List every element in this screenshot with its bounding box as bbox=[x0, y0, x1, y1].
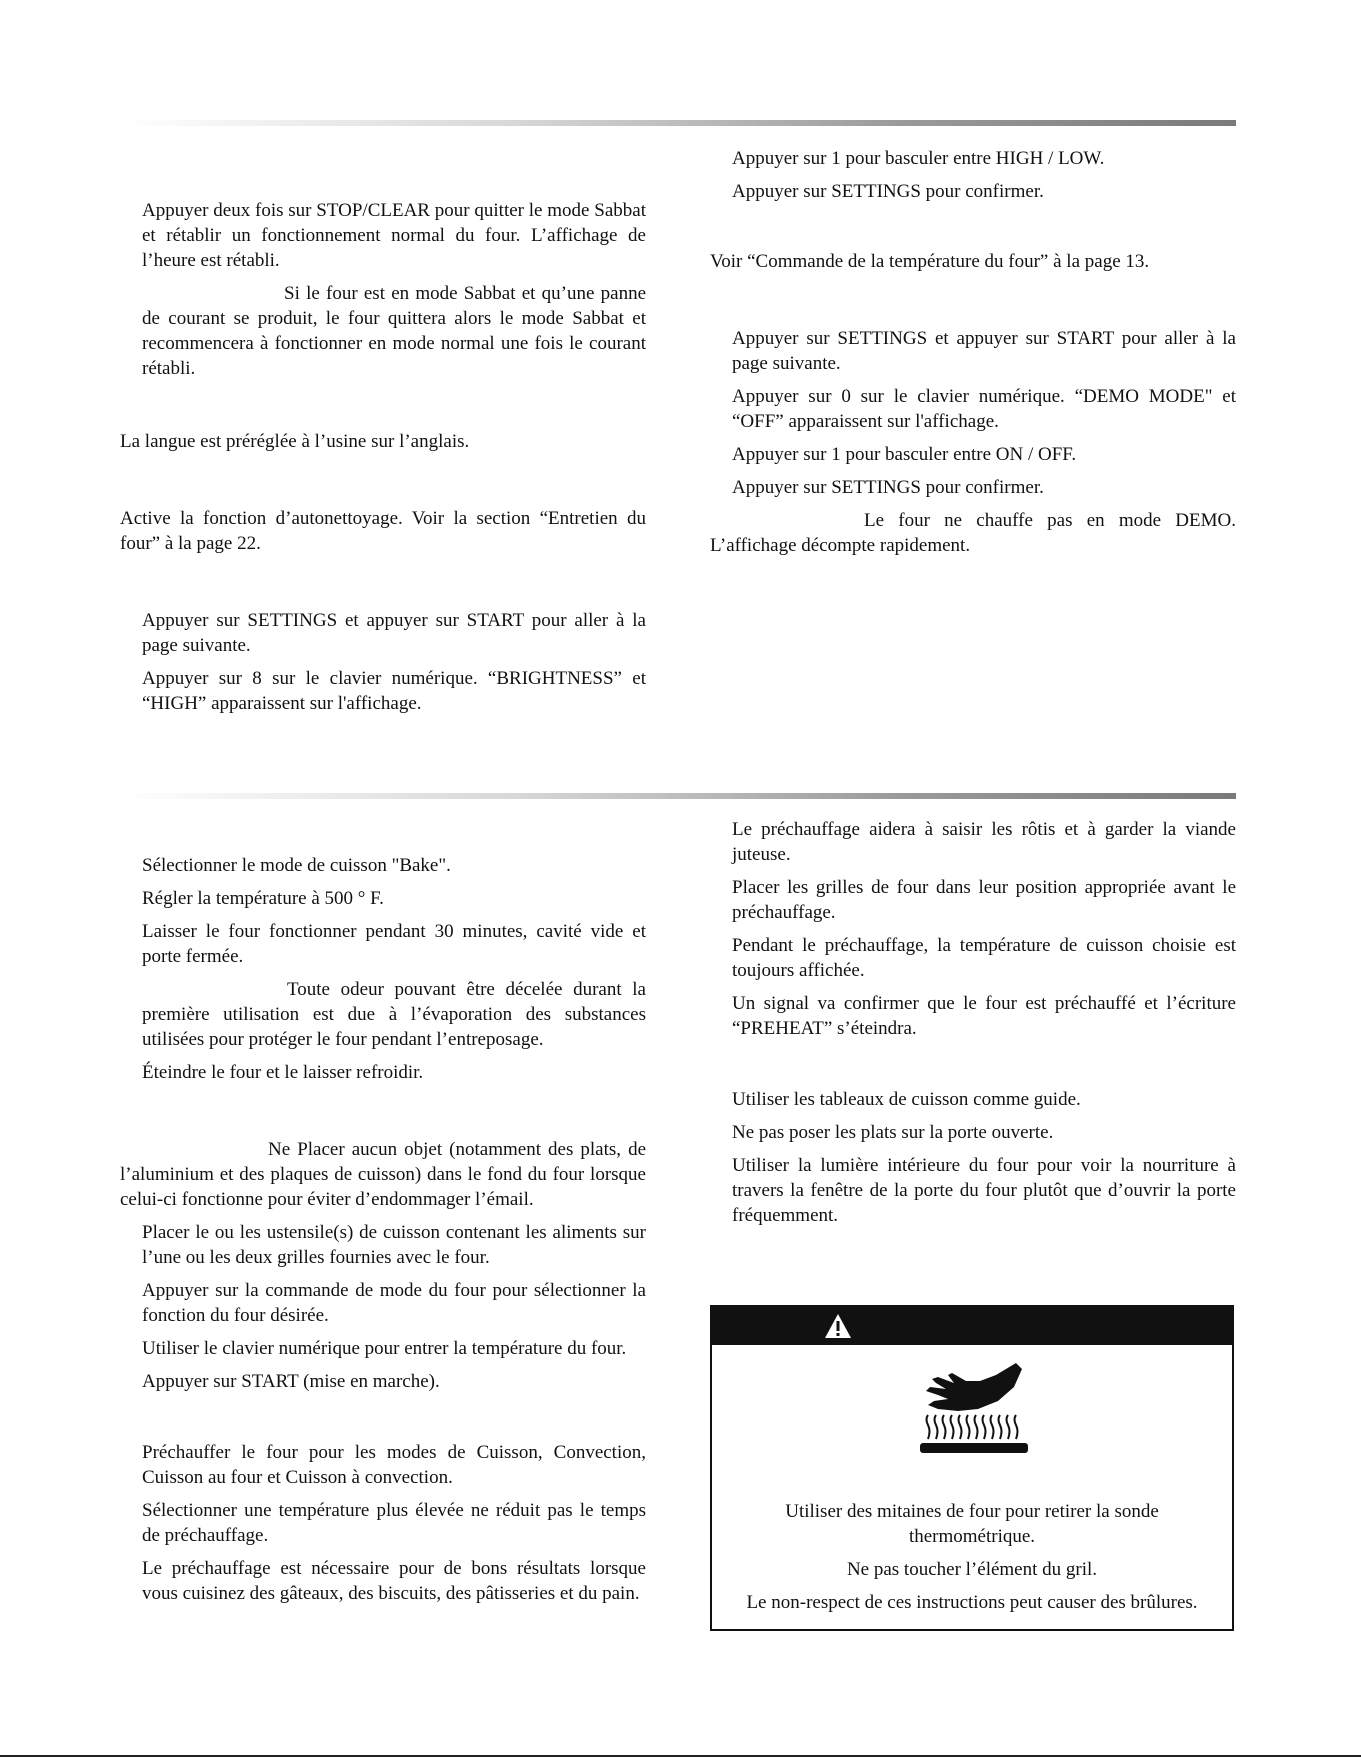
paragraph: Appuyer sur 1 pour basculer entre HIGH / LOW. bbox=[732, 148, 1105, 169]
paragraph: Utiliser les tableaux de cuisson comme guide. bbox=[732, 1089, 1081, 1110]
warning-line: Le non-respect de ces instructions peut causer des brûlures. bbox=[746, 1592, 1198, 1613]
paragraph: Régler la température à 500 ° F. bbox=[142, 888, 384, 909]
paragraph-text: Le four ne chauffe pas en mode DEMO. L’affichage décompte rapidement. bbox=[710, 510, 1236, 556]
paragraph: Appuyer deux fois sur STOP/CLEAR pour quitter le mode Sabbat et rétablir un fonctionnement normal du four. L’affichage de l’heure est rétabli. bbox=[142, 200, 646, 271]
paragraph bbox=[120, 281, 646, 381]
paragraph bbox=[710, 508, 1236, 558]
paragraph: Sélectionner une température plus élevée ne réduit pas le temps de préchauffage. bbox=[142, 1500, 646, 1546]
paragraph: Appuyer sur 8 sur le clavier numérique. “BRIGHTNESS” et “HIGH” apparaissent sur l'affichage. bbox=[142, 668, 646, 714]
warning-triangle-icon bbox=[824, 1313, 852, 1339]
paragraph: Voir “Commande de la température du four” à la page 13. bbox=[710, 251, 1150, 272]
paragraph: Active la fonction d’autonettoyage. Voir la section “Entretien du four” à la page 22. bbox=[120, 508, 646, 554]
paragraph-text: Toute odeur pouvant être décelée durant la première utilisation est due à l’évaporation des substances utilisées pour protéger le four pendant l’entreposage. bbox=[142, 979, 646, 1050]
paragraph: Placer les grilles de four dans leur position appropriée avant le préchauffage. bbox=[732, 877, 1236, 923]
paragraph: Appuyer sur SETTINGS et appuyer sur START pour aller à la page suivante. bbox=[732, 328, 1236, 374]
warning-header bbox=[712, 1307, 1232, 1345]
page-footer-rule bbox=[0, 1755, 1361, 1757]
warning-box bbox=[710, 1305, 1234, 1631]
paragraph: La langue est préréglée à l’usine sur l’anglais. bbox=[120, 431, 470, 452]
paragraph: Utiliser le clavier numérique pour entrer la température du four. bbox=[142, 1338, 627, 1359]
paragraph: Pendant le préchauffage, la température de cuisson choisie est toujours affichée. bbox=[732, 935, 1236, 981]
paragraph: Le préchauffage aidera à saisir les rôtis et à garder la viande juteuse. bbox=[732, 819, 1236, 865]
paragraph-text: Si le four est en mode Sabbat et qu’une panne de courant se produit, le four quittera alors le mode Sabbat et recommencera à fonctionner en mode normal une fois le courant rétabli. bbox=[142, 283, 646, 379]
section-divider-top bbox=[120, 120, 1236, 126]
paragraph: Appuyer sur 1 pour basculer entre ON / OFF. bbox=[732, 444, 1077, 465]
paragraph: Utiliser la lumière intérieure du four pour voir la nourriture à travers la fenêtre de la porte du four plutôt que d’ouvrir la porte fréquemment. bbox=[732, 1155, 1236, 1226]
paragraph: Un signal va confirmer que le four est préchauffé et l’écriture “PREHEAT” s’éteindra. bbox=[732, 993, 1236, 1039]
paragraph: Appuyer sur START (mise en marche). bbox=[142, 1371, 440, 1392]
paragraph: Appuyer sur SETTINGS pour confirmer. bbox=[732, 181, 1044, 202]
paragraph: Sélectionner le mode de cuisson "Bake". bbox=[142, 855, 451, 876]
paragraph: Éteindre le four et le laisser refroidir. bbox=[142, 1062, 424, 1083]
paragraph: Appuyer sur SETTINGS et appuyer sur START pour aller à la page suivante. bbox=[142, 610, 646, 656]
paragraph: Appuyer sur 0 sur le clavier numérique. “DEMO MODE" et “OFF” apparaissent sur l'affichage. bbox=[732, 386, 1236, 432]
paragraph: Placer le ou les ustensile(s) de cuisson contenant les aliments sur l’une ou les deux grilles fournies avec le four. bbox=[142, 1222, 646, 1268]
paragraph: Préchauffer le four pour les modes de Cuisson, Convection, Cuisson au four et Cuisson à convection. bbox=[142, 1442, 646, 1488]
warning-line: Utiliser des mitaines de four pour retirer la sonde thermométrique. bbox=[785, 1501, 1159, 1547]
bottom-left-column bbox=[120, 853, 646, 1614]
paragraph: Appuyer sur la commande de mode du four pour sélectionner la fonction du four désirée. bbox=[142, 1280, 646, 1326]
hot-surface-hand-icon bbox=[918, 1361, 1030, 1457]
paragraph: Appuyer sur SETTINGS pour confirmer. bbox=[732, 477, 1044, 498]
paragraph: Le préchauffage est nécessaire pour de bons résultats lorsque vous cuisinez des gâteaux, des biscuits, des pâtisseries et du pain. bbox=[142, 1558, 646, 1604]
paragraph bbox=[120, 977, 646, 1052]
paragraph: Laisser le four fonctionner pendant 30 minutes, cavité vide et porte fermée. bbox=[142, 921, 646, 967]
warning-text bbox=[712, 1499, 1232, 1623]
paragraph-text: Ne Placer aucun objet (notamment des plats, de l’aluminium et des plaques de cuisson) dans le fond du four lorsque celui-ci fonctionne pour éviter d’endommager l’émail. bbox=[120, 1139, 646, 1210]
paragraph bbox=[120, 1137, 646, 1212]
warning-line: Ne pas toucher l’élément du gril. bbox=[846, 1559, 1098, 1580]
bottom-right-column bbox=[710, 817, 1236, 1236]
top-left-column bbox=[120, 198, 646, 724]
paragraph: Ne pas poser les plats sur la porte ouverte. bbox=[732, 1122, 1054, 1143]
section-divider-middle bbox=[120, 793, 1236, 799]
top-right-column bbox=[710, 146, 1236, 566]
